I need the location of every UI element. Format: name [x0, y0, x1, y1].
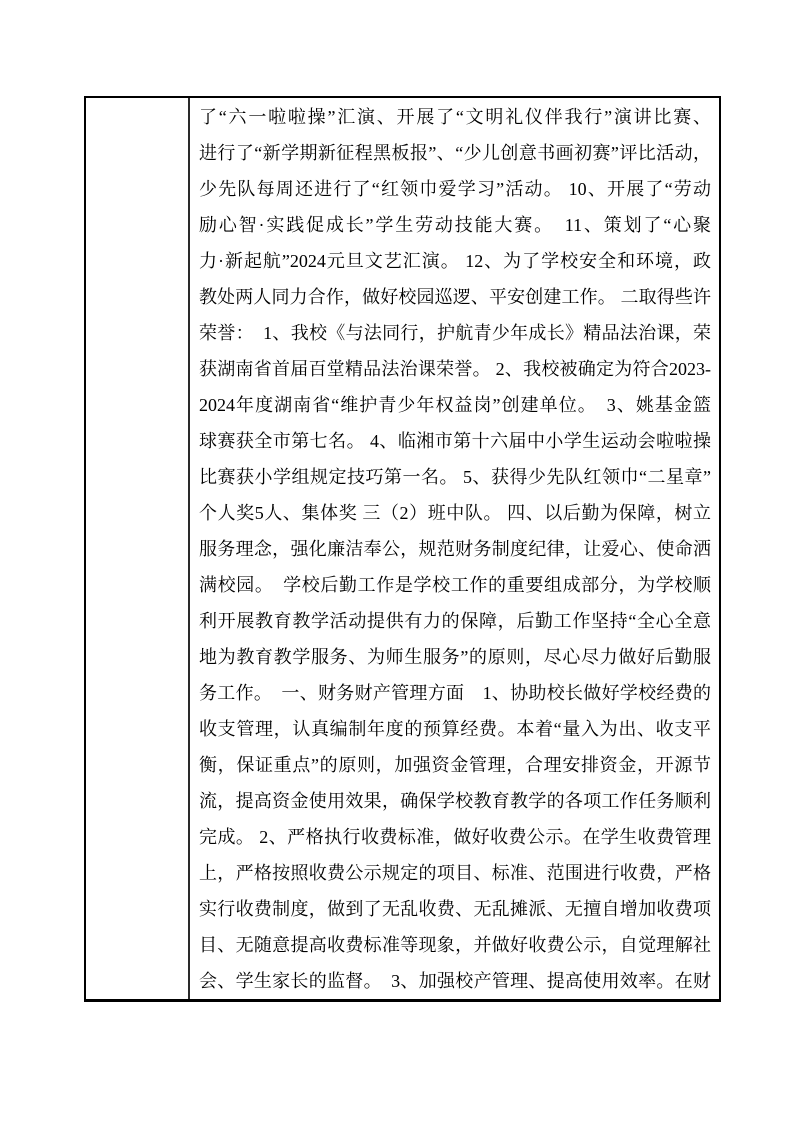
- text-line: 励心智·实践促成长”学生劳动技能大赛。 11、策划了“心聚: [199, 215, 711, 235]
- text-line: 了“六一啦啦操”汇演、开展了“文明礼仪伴我行”演讲比赛、: [199, 107, 711, 127]
- text-line: 球赛获全市第七名。 4、临湘市第十六届中小学生运动会啦啦操: [199, 431, 711, 451]
- text-line: 会、学生家长的监督。 3、加强校产管理、提高使用效率。在财: [199, 971, 711, 991]
- text-line: 荣誉： 1、我校《与法同行，护航青少年成长》精品法治课，荣: [199, 323, 711, 343]
- text-line: 满校园。 学校后勤工作是学校工作的重要组成部分，为学校顺: [199, 575, 711, 595]
- text-line: 教处两人同力合作，做好校园巡逻、平安创建工作。 二取得些许: [199, 287, 711, 307]
- text-line: 比赛获小学组规定技巧第一名。 5、获得少先队红领巾“二星章”: [199, 467, 711, 487]
- text-line: 上，严格按照收费公示规定的项目、标准、范围进行收费，严格: [199, 863, 711, 883]
- text-line: 进行了“新学期新征程黑板报”、“少儿创意书画初赛”评比活动，: [199, 143, 711, 163]
- text-line: 力·新起航”2024元旦文艺汇演。 12、为了学校安全和环境，政: [199, 251, 711, 271]
- text-line: 实行收费制度，做到了无乱收费、无乱摊派、无擅自增加收费项: [199, 899, 711, 919]
- text-line: 务工作。 一、财务财产管理方面 1、协助校长做好学校经费的: [199, 683, 711, 703]
- text-line: 衡，保证重点”的原则，加强资金管理，合理安排资金，开源节: [199, 755, 711, 775]
- text-line: 目、无随意提高收费标准等现象，并做好收费公示，自觉理解社: [199, 935, 711, 955]
- text-line: 少先队每周还进行了“红领巾爱学习”活动。 10、开展了“劳动: [199, 179, 711, 199]
- table-text-cell: [190, 98, 719, 999]
- table-label-cell: [86, 98, 190, 999]
- text-line: 服务理念，强化廉洁奉公，规范财务制度纪律，让爱心、使命洒: [199, 539, 711, 559]
- text-line: 2024年度湖南省“维护青少年权益岗”创建单位。 3、姚基金篮: [199, 395, 711, 415]
- text-line: 完成。 2、严格执行收费标准，做好收费公示。在学生收费管理: [199, 827, 711, 847]
- text-line: 获湖南省首届百堂精品法治课荣誉。 2、我校被确定为符合2023-: [199, 359, 711, 379]
- text-line: 地为教育教学服务、为师生服务”的原则，尽心尽力做好后勤服: [199, 647, 711, 667]
- text-line: 流，提高资金使用效果，确保学校教育教学的各项工作任务顺利: [199, 791, 711, 811]
- text-line: 收支管理，认真编制年度的预算经费。本着“量入为出、收支平: [199, 719, 711, 739]
- text-line: 利开展教育教学活动提供有力的保障，后勤工作坚持“全心全意: [199, 611, 711, 631]
- text-line: 个人奖5人、集体奖 三（2）班中队。 四、以后勤为保障，树立: [199, 503, 711, 523]
- content-table: [84, 96, 721, 1002]
